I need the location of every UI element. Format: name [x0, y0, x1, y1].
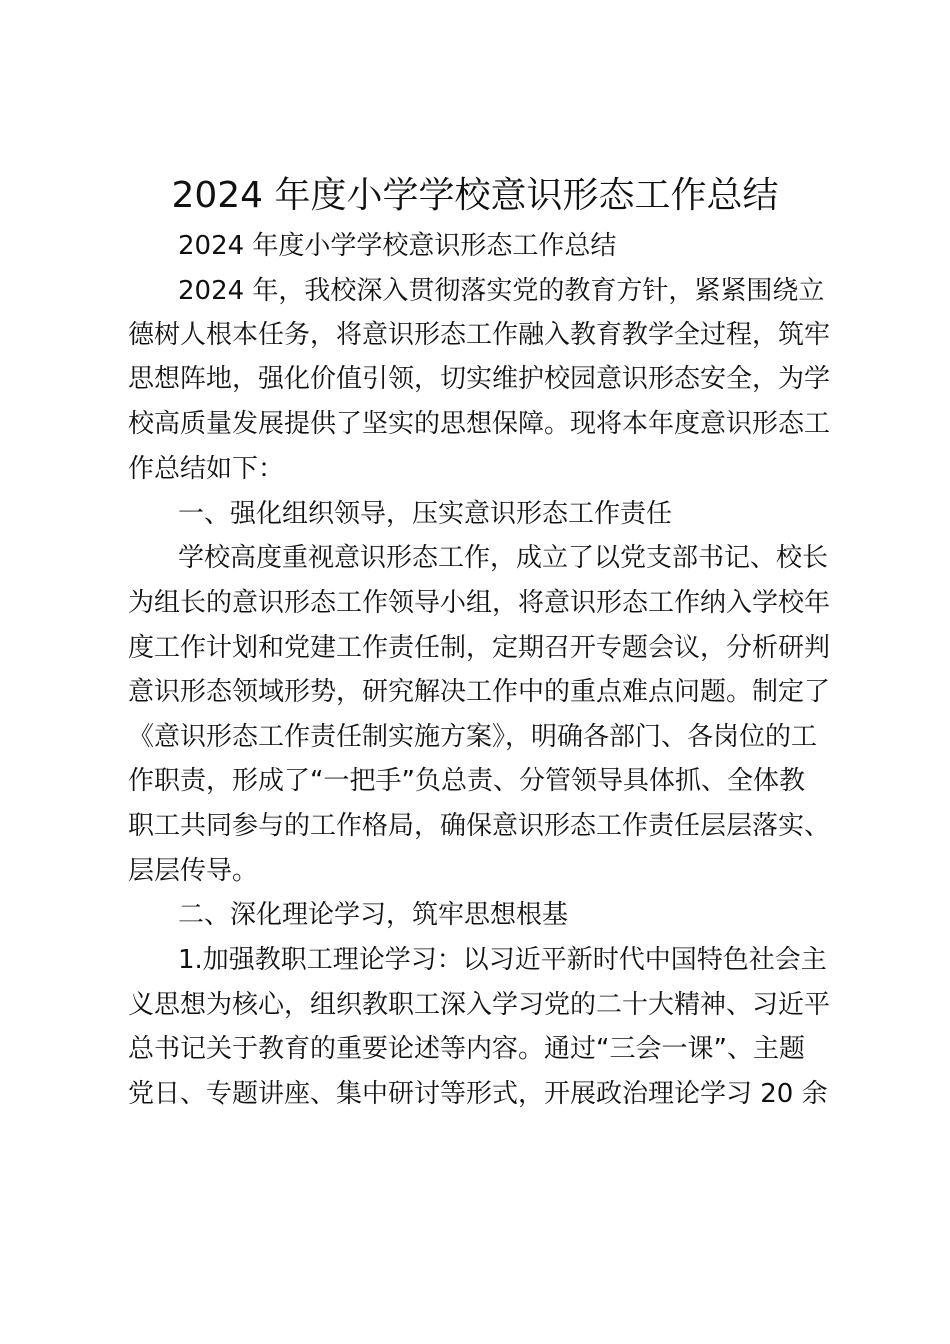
paragraph-line: 意识形态领域形势，研究解决工作中的重点难点问题。制定了	[128, 677, 831, 707]
paragraph-line: 总书记关于教育的重要论述等内容。通过“三会一课”、主题	[128, 1034, 805, 1064]
paragraph-line: 思想阵地，强化价值引领，切实维护校园意识形态安全，为学	[128, 364, 831, 394]
paragraph-line: 作总结如下：	[128, 454, 285, 484]
paragraph-line: 《意识形态工作责任制实施方案》，明确各部门、各岗位的工	[128, 722, 818, 752]
paragraph-line: 校高质量发展提供了坚实的思想保障。现将本年度意识形态工	[128, 409, 831, 439]
paragraph-line: 度工作计划和党建工作责任制，定期召开专题会议，分析研判	[128, 633, 831, 663]
paragraph-line: 德树人根本任务，将意识形态工作融入教育教学全过程，筑牢	[128, 320, 831, 350]
paragraph-line: 2024 年，我校深入贯彻落实党的教育方针，紧紧围绕立	[178, 276, 825, 306]
section-heading: 二、深化理论学习，筑牢思想根基	[178, 900, 569, 930]
paragraph-line: 职工共同参与的工作格局，确保意识形态工作责任层层落实、	[128, 811, 831, 841]
paragraph-line: 1.加强教职工理论学习：以习近平新时代中国特色社会主	[178, 945, 827, 975]
paragraph-line: 为组长的意识形态工作领导小组，将意识形态工作纳入学校年	[128, 588, 831, 618]
paragraph-line: 层层传导。	[128, 856, 259, 886]
document-title: 2024 年度小学学校意识形态工作总结	[171, 175, 779, 216]
paragraph-line: 作职责，形成了“一把手”负总责、分管领导具体抓、全体教	[128, 766, 805, 796]
section-heading: 一、强化组织领导，压实意识形态工作责任	[178, 499, 673, 529]
subtitle-line: 2024 年度小学学校意识形态工作总结	[178, 231, 617, 261]
paragraph-line: 党日、专题讲座、集中研讨等形式，开展政治理论学习 20 余	[128, 1079, 828, 1109]
paragraph-line: 学校高度重视意识形态工作，成立了以党支部书记、校长	[178, 543, 829, 573]
paragraph-line: 义思想为核心，组织教职工深入学习党的二十大精神、习近平	[128, 990, 831, 1020]
